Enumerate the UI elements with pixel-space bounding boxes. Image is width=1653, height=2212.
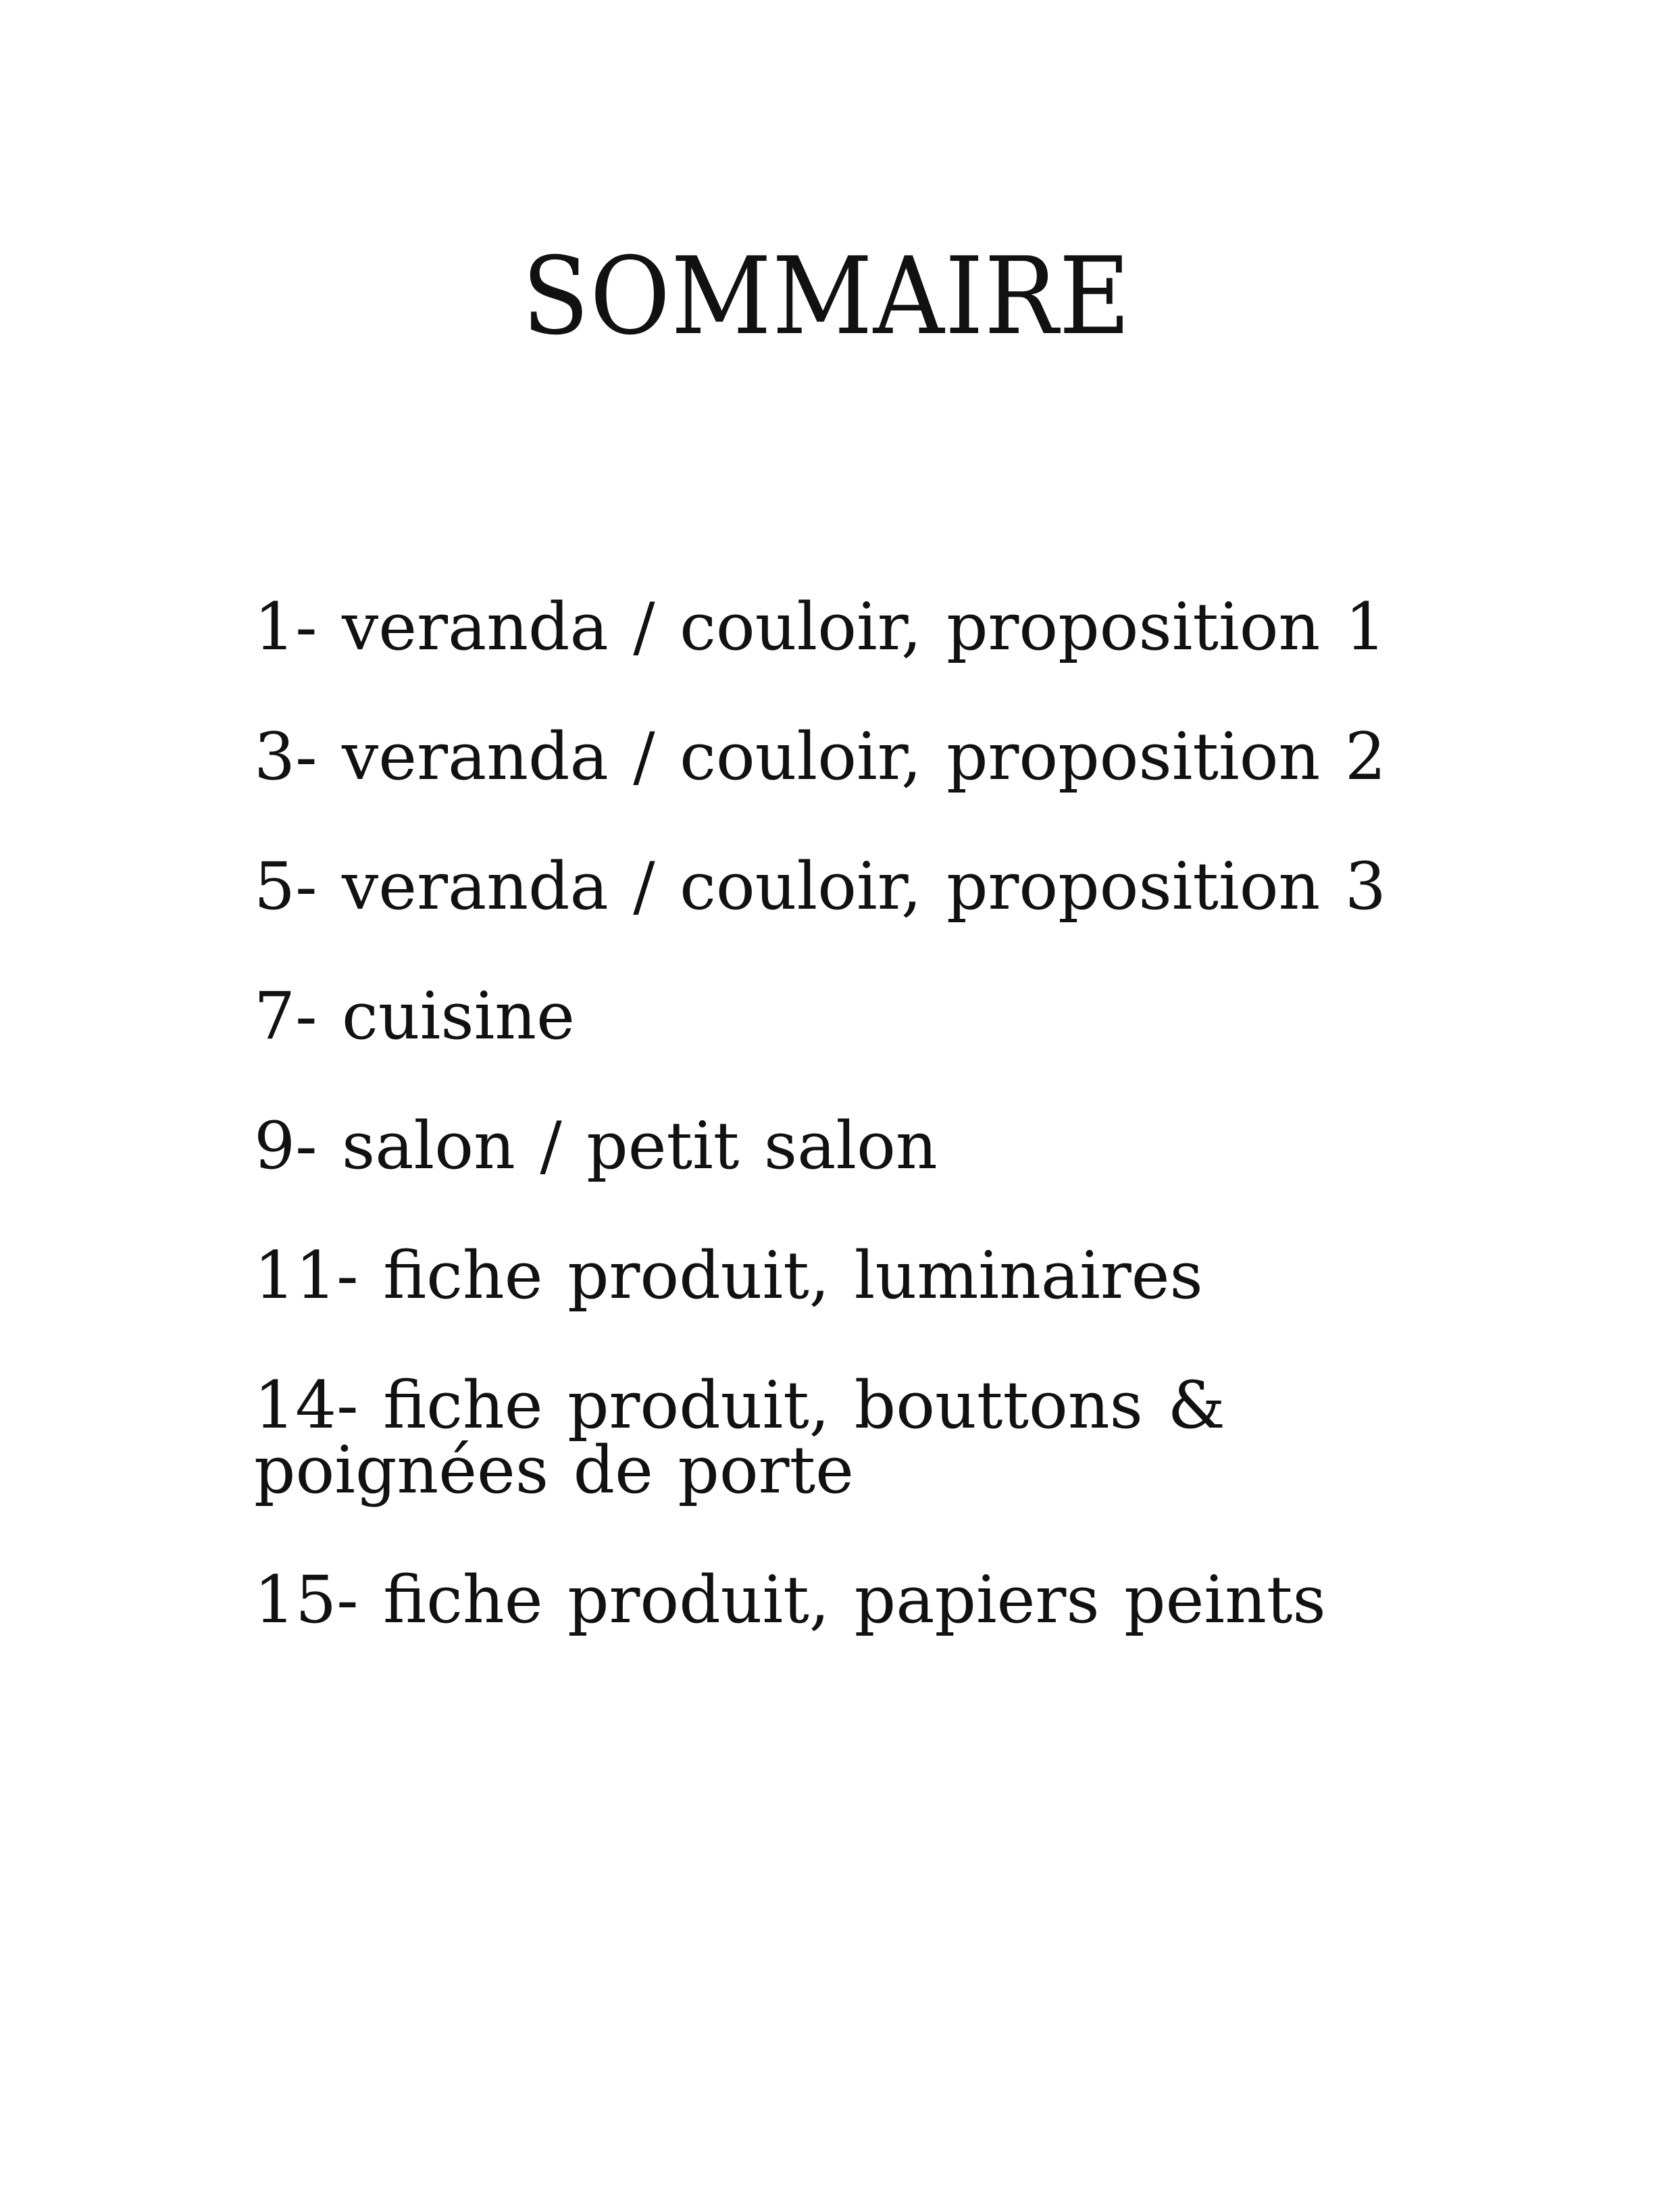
page-title: SOMMAIRE <box>522 234 1131 359</box>
toc-item-veranda-proposition-3: 5- veranda / couloir, proposition 3 <box>254 849 1386 924</box>
toc-item-veranda-proposition-2: 3- veranda / couloir, proposition 2 <box>254 719 1386 795</box>
toc-item-boutons-poignees: 14- fiche produit, bouttons & poignées de porte <box>254 1367 1225 1508</box>
toc-item-veranda-proposition-1: 1- veranda / couloir, proposition 1 <box>254 589 1386 665</box>
toc-item-luminaires: 11- fiche produit, luminaires <box>254 1238 1203 1313</box>
toc-item-salon: 9- salon / petit salon <box>254 1108 938 1184</box>
toc-item-papiers-peints: 15- fiche produit, papiers peints <box>254 1562 1326 1638</box>
table-of-contents <box>254 589 1483 1697</box>
toc-item-cuisine: 7- cuisine <box>254 978 575 1054</box>
